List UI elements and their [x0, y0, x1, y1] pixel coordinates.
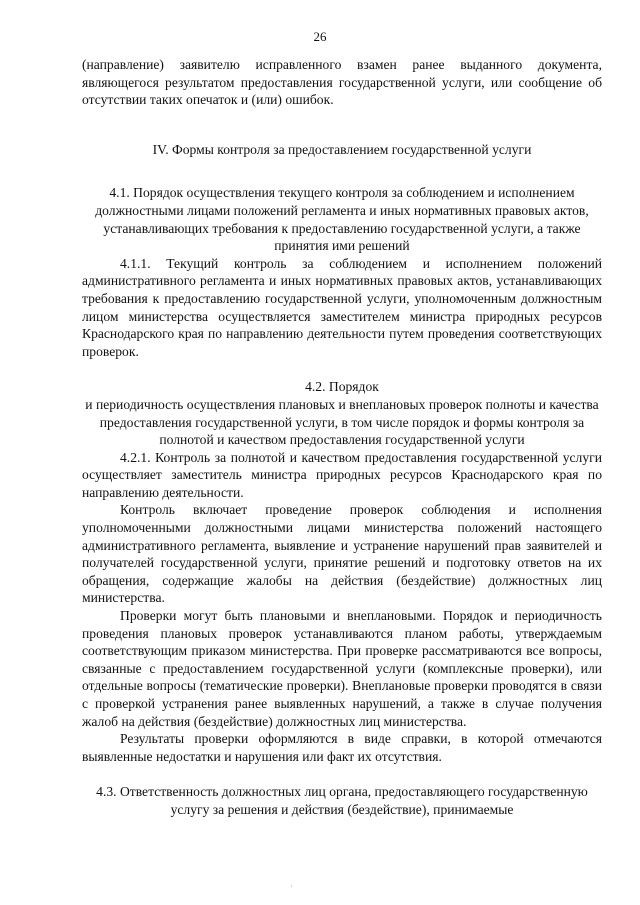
subsection-4-1-heading: 4.1. Порядок осуществления текущего контроля за соблюдением и исполнением должностными лицами положений регламента и иных нормативных правовых актов, устанавливающих требования к предоставлению государственной услуги, а также принятия ими решений: [95, 185, 589, 254]
scan-mark: ·: [290, 882, 293, 891]
paragraph-checks: Проверки могут быть плановыми и внеплановыми. Порядок и периодичность проведения плановых проверок устанавливаются планом работы, утверждаемым соответствующим приказом министерства. При проверке рассматриваются все вопросы, связанные с предоставлением государственной услуги (комплексные проверки), или отдельные вопросы (тематические проверки). Внеплановые проверки проводятся в связи с проверкой устранения ранее выявленных нарушений, а также в случае получения жалоб на действия (бездействие) должностных лиц министерства.: [82, 608, 602, 729]
paragraph-control: Контроль включает проведение проверок соблюдения и исполнения уполномоченными должностными лицами министерства положений настоящего административного регламента, выявление и устранение нарушений прав заявителей и получателей государственной услуги, принятие решений и подготовку ответов на их обращения, содержащие жалобы на действия (бездействие) должностных лиц министерства.: [82, 502, 602, 606]
subsection-4-2-number: 4.2. Порядок: [305, 379, 379, 395]
page-body: [82, 56, 602, 819]
paragraph-results: Результаты проверки оформляются в виде справки, в которой отмечаются выявленные недостатки и нарушения или факт их отсутствия.: [82, 731, 602, 764]
section-4-heading: IV. Формы контроля за предоставлением государственной услуги: [152, 141, 532, 157]
subsection-4-3-heading: 4.3. Ответственность должностных лиц органа, предоставляющего государственную услугу за решения и действия (бездействие), принимаемые: [96, 784, 588, 817]
page-number: 26: [313, 29, 327, 44]
clause-4-1-1: 4.1.1. Текущий контроль за соблюдением и исполнением положений административного регламента и иных нормативных правовых актов, устанавливающих требования к предоставлению государственной услуги, уполномоченным должностным лицом министерства осуществляется заместителем министра природных ресурсов Краснодарского края по направлению деятельности путем проведения соответствующих проверок.: [82, 255, 602, 359]
clause-4-2-1: 4.2.1. Контроль за полнотой и качеством предоставления государственной услуги осуществляет заместитель министра природных ресурсов Краснодарского края по направлению деятельности.: [82, 449, 602, 500]
subsection-4-2-heading: и периодичность осуществления плановых и внеплановых проверок полноты и качества предоставления государственной услуги, в том числе порядок и формы контроля за полнотой и качеством предоставления государственной услуги: [85, 396, 599, 448]
intro-paragraph: (направление) заявителю исправленного взамен ранее выданного документа, являющегося результатом предоставления государственной услуги, или сообщение об отсутствии таких опечаток и (или) ошибок.: [82, 57, 602, 108]
